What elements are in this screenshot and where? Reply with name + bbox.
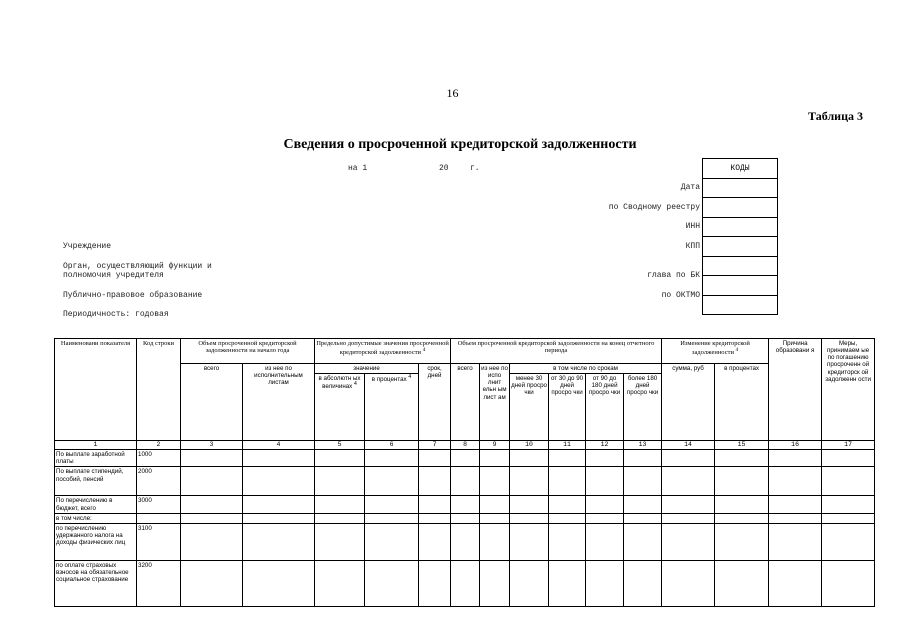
- table-row: [55, 513, 875, 523]
- row-code: 3000: [137, 496, 181, 513]
- code-inn-cell[interactable]: [703, 217, 778, 237]
- field-periodichnost: Периодичность: годовая: [63, 310, 169, 319]
- data-cell[interactable]: [510, 450, 549, 467]
- data-cell[interactable]: [315, 450, 365, 467]
- data-cell[interactable]: [243, 467, 315, 496]
- header-summa: сумма, руб: [662, 364, 715, 441]
- data-cell[interactable]: [315, 496, 365, 513]
- data-cell[interactable]: [365, 523, 419, 560]
- data-cell[interactable]: [822, 496, 875, 513]
- row-name: По перечислению в бюджет, всего: [55, 496, 137, 513]
- header-predely-text: Предельно допустимые значения просроченной кредиторской задолженности: [316, 340, 449, 357]
- data-cell[interactable]: [510, 496, 549, 513]
- col-number-6: 6: [365, 441, 419, 450]
- data-cell[interactable]: [624, 560, 662, 606]
- code-label-glava: глава по БК: [647, 271, 700, 280]
- data-cell[interactable]: [181, 450, 243, 467]
- col-number-11: 11: [549, 441, 586, 450]
- data-cell[interactable]: [419, 560, 451, 606]
- date-prefix: на 1: [348, 164, 368, 173]
- col-number-17: 17: [822, 441, 875, 450]
- header-abs-text: в абсолютн ых величинах: [318, 375, 361, 391]
- data-cell[interactable]: [822, 450, 875, 467]
- table-body: [55, 450, 875, 607]
- col-number-5: 5: [315, 441, 365, 450]
- header-iz-nee-isp: из нее по испо лнит ельн ым лист ам: [480, 364, 510, 441]
- data-cell[interactable]: [480, 450, 510, 467]
- header-mery: Меры, принимаем ые по погашению просроченн ой кредиторск ой задолженн ости: [822, 339, 875, 441]
- field-organ-line1: Орган, осуществляющий функции и: [63, 262, 212, 271]
- col-number-4: 4: [243, 441, 315, 450]
- data-cell[interactable]: [586, 560, 624, 606]
- col-number-3: 3: [181, 441, 243, 450]
- data-cell[interactable]: [624, 523, 662, 560]
- row-code: 3200: [137, 560, 181, 606]
- data-cell[interactable]: [715, 467, 769, 496]
- code-label-kpp: КПП: [685, 242, 700, 251]
- data-cell[interactable]: [419, 523, 451, 560]
- data-cell[interactable]: [662, 496, 715, 513]
- data-cell[interactable]: [451, 560, 480, 606]
- data-cell[interactable]: [451, 467, 480, 496]
- data-cell[interactable]: [243, 523, 315, 560]
- header-vsego: всего: [181, 364, 243, 441]
- col-number-2: 2: [137, 441, 181, 450]
- header-vsego-konec: всего: [451, 364, 480, 441]
- col-number-8: 8: [451, 441, 480, 450]
- field-ppo: Публично-правовое образование: [63, 291, 203, 300]
- code-oktmo-cell[interactable]: [703, 276, 778, 296]
- data-cell[interactable]: [769, 523, 822, 560]
- data-cell[interactable]: [243, 450, 315, 467]
- data-cell[interactable]: [451, 496, 480, 513]
- code-kpp-cell[interactable]: [703, 237, 778, 257]
- data-cell[interactable]: [822, 523, 875, 560]
- header-izmenenie-text: Изменение кредиторской задолженности: [680, 340, 750, 357]
- data-cell[interactable]: [510, 467, 549, 496]
- header-prichina: Причина образовани я: [769, 339, 822, 441]
- data-cell[interactable]: [510, 523, 549, 560]
- codes-table: [702, 158, 778, 315]
- col-number-14: 14: [662, 441, 715, 450]
- table-row: [55, 467, 875, 496]
- header-izmenenie: [662, 339, 769, 364]
- date-year: 20: [439, 164, 449, 173]
- row-code: 2000: [137, 467, 181, 496]
- code-label-reestr: по Сводному реестру: [608, 203, 700, 212]
- data-cell[interactable]: [365, 450, 419, 467]
- row-name: в том числе:: [55, 513, 137, 523]
- data-cell[interactable]: [510, 560, 549, 606]
- col-number-10: 10: [510, 441, 549, 450]
- data-cell[interactable]: [769, 560, 822, 606]
- data-cell[interactable]: [715, 560, 769, 606]
- header-abs-sup: 4: [354, 381, 357, 388]
- row-name: По выплате заработной платы: [55, 450, 137, 467]
- data-cell[interactable]: [365, 513, 419, 523]
- data-cell[interactable]: [480, 467, 510, 496]
- row-name: по перечислению удержанного налога на доходы физических лиц: [55, 523, 137, 560]
- data-cell[interactable]: [365, 467, 419, 496]
- header-predely-sup: 4: [422, 347, 426, 354]
- data-cell[interactable]: [365, 496, 419, 513]
- data-cell[interactable]: [586, 513, 624, 523]
- header-v-tom-chisle-srok: в том числе по срокам: [510, 364, 662, 374]
- data-cell[interactable]: [181, 496, 243, 513]
- data-cell[interactable]: [315, 523, 365, 560]
- data-cell[interactable]: [243, 560, 315, 606]
- data-cell[interactable]: [243, 496, 315, 513]
- page-number: 16: [446, 86, 459, 100]
- data-cell[interactable]: [549, 523, 586, 560]
- header-srok-dney: срок, дней: [419, 364, 451, 441]
- code-reestr-cell[interactable]: [703, 198, 778, 218]
- header-obem-nachalo: Объем просроченной кредиторской задолженности на начало года: [181, 339, 315, 364]
- code-label-inn: ИНН: [685, 222, 700, 231]
- code-date-cell[interactable]: [703, 178, 778, 198]
- data-cell[interactable]: [662, 467, 715, 496]
- col-number-1: 1: [55, 441, 137, 450]
- col-number-16: 16: [769, 441, 822, 450]
- data-cell[interactable]: [181, 560, 243, 606]
- data-cell[interactable]: [715, 513, 769, 523]
- code-label-oktmo: по ОКТМО: [661, 291, 700, 300]
- data-cell[interactable]: [315, 467, 365, 496]
- data-cell[interactable]: [510, 513, 549, 523]
- data-cell[interactable]: [480, 560, 510, 606]
- data-cell[interactable]: [181, 513, 243, 523]
- row-code: [137, 513, 181, 523]
- data-cell[interactable]: [822, 560, 875, 606]
- header-code: Код строки: [137, 339, 181, 441]
- data-cell[interactable]: [715, 496, 769, 513]
- data-cell[interactable]: [624, 513, 662, 523]
- data-cell[interactable]: [769, 496, 822, 513]
- data-cell[interactable]: [769, 450, 822, 467]
- data-cell[interactable]: [662, 450, 715, 467]
- data-cell[interactable]: [451, 450, 480, 467]
- data-cell[interactable]: [662, 560, 715, 606]
- form-title: Сведения о просроченной кредиторской задолженности: [283, 137, 637, 152]
- table-row: [55, 523, 875, 560]
- header-znachenie: значение: [315, 364, 419, 374]
- header-ot90: от 90 до 180 дней просро чки: [586, 374, 624, 441]
- table-label: Таблица 3: [808, 109, 863, 123]
- data-cell[interactable]: [586, 496, 624, 513]
- header-menee30: менее 30 дней просро чки: [510, 374, 549, 441]
- field-uchrezhdenie: Учреждение: [63, 242, 112, 251]
- header-predely: [315, 339, 451, 364]
- table-row: [55, 496, 875, 513]
- data-cell[interactable]: [419, 450, 451, 467]
- overdue-payables-table: [54, 338, 875, 607]
- header-ispolnit: из нее по исполнительным листам: [243, 364, 315, 441]
- header-bolee180: более 180 дней просро чки: [624, 374, 662, 441]
- data-cell[interactable]: [549, 496, 586, 513]
- table-row: [55, 450, 875, 467]
- header-v-procentah: в процентах: [715, 364, 769, 441]
- header-ot30: от 30 до 90 дней просро чки: [549, 374, 586, 441]
- data-cell[interactable]: [243, 513, 315, 523]
- row-code: 3100: [137, 523, 181, 560]
- data-cell[interactable]: [715, 523, 769, 560]
- data-cell[interactable]: [315, 560, 365, 606]
- data-cell[interactable]: [365, 560, 419, 606]
- data-cell[interactable]: [662, 513, 715, 523]
- data-cell[interactable]: [419, 496, 451, 513]
- header-abs: [315, 374, 365, 441]
- data-cell[interactable]: [419, 513, 451, 523]
- header-proc: [365, 374, 419, 441]
- data-cell[interactable]: [549, 560, 586, 606]
- data-cell[interactable]: [662, 523, 715, 560]
- data-cell[interactable]: [586, 523, 624, 560]
- data-cell[interactable]: [419, 467, 451, 496]
- data-cell[interactable]: [769, 513, 822, 523]
- field-organ-line2: полномочия учредителя: [63, 271, 164, 280]
- row-code: 1000: [137, 450, 181, 467]
- data-cell[interactable]: [451, 523, 480, 560]
- data-cell[interactable]: [451, 513, 480, 523]
- row-name: по оплате страховых взносов на обязательное социальное страхование: [55, 560, 137, 606]
- header-izmenenie-sup: 4: [735, 347, 739, 354]
- col-number-12: 12: [586, 441, 624, 450]
- header-obem-konec: Объем просроченной кредиторской задолженности на конец отчетного периода: [451, 339, 662, 364]
- code-glava-cell[interactable]: [703, 256, 778, 276]
- data-cell[interactable]: [624, 496, 662, 513]
- data-cell[interactable]: [181, 523, 243, 560]
- header-proc-sup: 4: [408, 374, 412, 381]
- data-cell[interactable]: [549, 513, 586, 523]
- col-number-13: 13: [624, 441, 662, 450]
- data-cell[interactable]: [586, 467, 624, 496]
- header-name: Наименовани показателя: [55, 339, 137, 441]
- table-row: [55, 560, 875, 606]
- data-cell[interactable]: [315, 513, 365, 523]
- date-suffix: г.: [470, 164, 480, 173]
- data-cell[interactable]: [822, 467, 875, 496]
- codes-header: КОДЫ: [703, 159, 778, 179]
- data-cell[interactable]: [624, 450, 662, 467]
- data-cell[interactable]: [480, 496, 510, 513]
- data-cell[interactable]: [480, 523, 510, 560]
- row-name: По выплате стипендий, пособий, пенсий: [55, 467, 137, 496]
- col-number-15: 15: [715, 441, 769, 450]
- data-cell[interactable]: [480, 513, 510, 523]
- data-cell[interactable]: [549, 450, 586, 467]
- col-number-9: 9: [480, 441, 510, 450]
- data-cell[interactable]: [624, 467, 662, 496]
- data-cell[interactable]: [549, 467, 586, 496]
- data-cell[interactable]: [181, 467, 243, 496]
- code-period-cell[interactable]: [703, 295, 778, 315]
- data-cell[interactable]: [769, 467, 822, 496]
- data-cell[interactable]: [822, 513, 875, 523]
- col-number-7: 7: [419, 441, 451, 450]
- code-label-date: Дата: [680, 183, 700, 192]
- data-cell[interactable]: [715, 450, 769, 467]
- header-proc-text: в процентах: [371, 376, 407, 384]
- data-cell[interactable]: [586, 450, 624, 467]
